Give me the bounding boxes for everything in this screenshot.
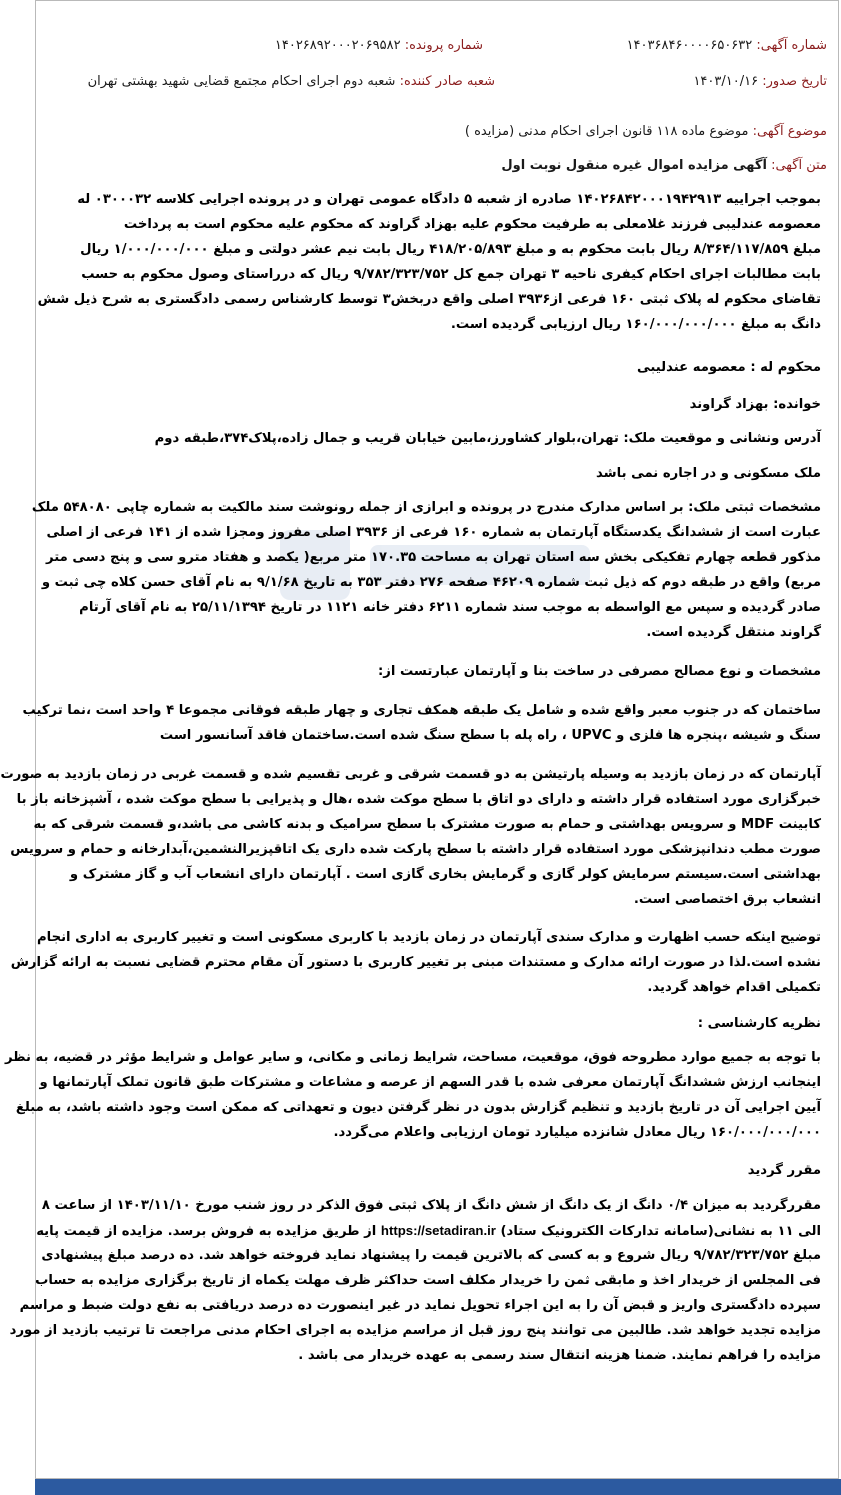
- para7-line2-end: از طریق مزایده به فروش برسد. مزایده از قیمت پایه: [36, 1224, 381, 1239]
- para1-line1: بموجب اجراییه ۱۴۰۲۶۸۴۲۰۰۰۱۹۴۲۹۱۳ صادره از شعبه ۵ دادگاه عمومی تهران و در پرونده اجرایی کلاسه ۰۳۰۰۰۳۲ له: [77, 192, 821, 207]
- residential-status: ملک مسکونی و در اجاره نمی باشد: [596, 466, 821, 481]
- expert-opinion-title: نظریه کارشناسی :: [697, 1016, 821, 1031]
- ad-number-label: شماره آگهی:: [756, 38, 827, 53]
- para7-line1: مقررگردید به میزان ۰/۴ دانگ از یک دانگ از شش دانگ از پلاک ثبتی فوق الذکر در روز شنب مورخ ۱۴۰۳/۱۱/۱۰ از ساعت ۸: [41, 1198, 821, 1213]
- property-address: آدرس ونشانی و موقعیت ملک: تهران،بلوار کشاورز،مابین خیابان قریب و جمال زاده،پلاک۳۷۴،طبقه دوم: [154, 431, 821, 446]
- text-header: [501, 158, 827, 173]
- para7-line5: سپرده دادگستری واریز و قبض آن را به این اجراء تحویل نماید در غیر اینصورت ده درصد دریافتی به نفع دولت ضبط و مراسم: [19, 1298, 821, 1313]
- para7-line7: مزایده را فراهم نمایند. ضمنا هزینه انتقال سند رسمی به عهده خریدار می باشد .: [298, 1348, 821, 1363]
- para6-line3: آیین اجرایی آن در تاریخ بازدید و تنظیم گزارش بدون در نظر گرفتن دیون و تعهداتی که ممکن است وجود داشته باشد، به مبلغ: [15, 1100, 821, 1115]
- issuer-value: شعبه دوم اجرای احکام مجتمع قضایی شهید بهشتی تهران: [87, 74, 396, 89]
- issuer-label: شعبه صادر کننده:: [399, 74, 495, 89]
- subject-label: موضوع آگهی:: [752, 124, 827, 139]
- ad-number-value: ۱۴۰۳۶۸۴۶۰۰۰۰۶۵۰۶۳۲: [626, 38, 753, 53]
- ad-number: [627, 38, 827, 53]
- para1-line5: تقاضای محکوم له پلاک ثبتی ۱۶۰ فرعی از۳۹۳۶ اصلی واقع دربخش۳ توسط کارشناس رسمی دادگستری به شرح ذیل شش: [37, 292, 821, 307]
- case-number: [275, 38, 483, 53]
- para7-line2-start: الی ۱۱ به نشانی(سامانه تدارکات الکترونیک ستاد): [495, 1224, 821, 1239]
- para2-line4: مربع) واقع در طبقه دوم که ذیل ثبت شماره ۴۶۲۰۹ صفحه ۲۷۶ دفتر ۳۵۳ به تاریخ ۹/۱/۶۸ به نام آقای حسن کلاه چی ثبت و: [41, 575, 821, 590]
- para7-line4: فی المجلس از خریدار اخذ و مابقی ثمن را خریدار مکلف است حداکثر ظرف مهلت یکماه از تاریخ برگزاری مزایده به حساب: [35, 1273, 821, 1288]
- para4-line4: صورت مطب دندانپزشکی مورد استفاده قرار داشته با سطح پارکت شده داری یک اتاقپزیرالنشمین،آبدارخانه و حمام و سرویس: [10, 842, 821, 857]
- para1-line6: دانگ به مبلغ ۱۶۰/۰۰۰/۰۰۰/۰۰۰ ریال ارزیابی گردیده است.: [450, 317, 821, 332]
- para7-line2: [36, 1223, 821, 1239]
- para2-line5: صادر گردیده و سپس مع الواسطه به موجب سند شماره ۶۲۱۱ دفتر خانه ۱۱۲۱ در تاریخ ۲۵/۱۱/۱۳۹۴ به نام آقای آرتام: [79, 600, 821, 615]
- case-number-value: ۱۴۰۲۶۸۹۲۰۰۰۲۰۶۹۵۸۲: [274, 38, 401, 53]
- bottom-bar: [35, 1479, 841, 1495]
- para2-line6: گراوند منتقل گردیده است.: [646, 625, 821, 640]
- para5-line3: تکمیلی اقدام خواهد گردید.: [647, 980, 821, 995]
- subject-value: موضوع ماده ۱۱۸ قانون اجرای احکام مدنی (مزایده ): [464, 124, 749, 139]
- text-header-label: متن آگهی:: [771, 158, 827, 173]
- para4-line2: خبرگزاری مورد استفاده قرار داشته و دارای دو اتاق با سطح موکت شده ،هال و پذیرایی با سطح موکت شده ، آشپزخانه باز با: [16, 792, 821, 807]
- defendant: خوانده: بهزاد گراوند: [689, 397, 821, 412]
- para6-line1: با توجه به جمیع موارد مطروحه فوق، موقعیت، مساحت، شرایط زمانی و مکانی، و سایر عوامل و شرایط مؤثر در قضیه، به نظر: [4, 1050, 821, 1065]
- para2-line3: مذکور قطعه چهارم تفکیکی بخش سه استان تهران به مساحت ۱۷۰.۳۵ متر مربع( یکصد و هفتاد مترو سی و پنج دسی متر: [46, 550, 821, 565]
- para2-line2: عبارت است از ششدانگ یکدستگاه آپارتمان به شماره ۱۶۰ فرعی از ۳۹۳۶ اصلی مفروز ومجزا شده از ۱۴۱ فرعی از اصلی: [46, 525, 821, 540]
- materials-title: مشخصات و نوع مصالح مصرفی در ساخت بنا و آپارتمان عبارتست از:: [377, 664, 821, 679]
- para6-line4: ۱۶۰/۰۰۰/۰۰۰/۰۰۰ ریال معادل شانزده میلیارد تومان ارزیابی واعلام می‌گردد.: [333, 1125, 821, 1140]
- para1-line4: بابت مطالبات اجرای احکام کیفری ناحیه ۳ تهران جمع کل ۹/۷۸۲/۳۲۳/۷۵۲ ریال که درراستای وصول محکوم به حسب: [81, 267, 821, 282]
- case-number-label: شماره پرونده:: [404, 38, 483, 53]
- para1-line2: معصومه عندلیبی فرزند غلامعلی به طرفیت محکوم علیه بهزاد گراوند که محکوم علیه محکوم است به پرداخت: [123, 217, 821, 232]
- para5-line1: توضیح اینکه حسب اظهارت و مدارک سندی آپارتمان در زمان بازدید با کاربری مسکونی است و تغییر کاربری به اداری انجام: [36, 930, 821, 945]
- text-header-value: آگهی مزایده اموال غیره منقول نوبت اول: [501, 158, 767, 173]
- issuer: [88, 74, 495, 89]
- issue-date-label: تاریخ صدور:: [762, 74, 827, 89]
- para4-line5: بهداشتی است.سیستم سرمایش کولر گازی و گرمایش بخاری گازی است . آپارتمان دارای انشعاب آب و گاز مشترک و: [69, 867, 821, 882]
- para5-line2: نشده است.لذا در صورت ارائه مدارک و مستندات مبنی بر تغییر کاربری با دستور آن مقام محترم قضایی نسبت به ارائه گزارش: [10, 955, 821, 970]
- para7-line3: مبلغ ۹/۷۸۲/۳۲۳/۷۵۲ ریال شروع و به کسی که بالاترین قیمت را پیشنهاد نماید فروخته خواهد شد. ده درصد مبلغ پیشنهادی: [41, 1248, 821, 1263]
- creditor: محکوم له : معصومه عندلیبی: [637, 360, 821, 375]
- para4-line6: انشعاب برق اختصاصی است.: [633, 892, 821, 907]
- setadiran-link[interactable]: https://setadiran.ir: [380, 1223, 496, 1238]
- para1-line3: مبلغ ۸/۳۶۴/۱۱۷/۸۵۹ ریال بابت محکوم به و مبلغ ۴۱۸/۲۰۵/۸۹۳ ریال بابت نیم عشر دولتی و مبلغ ۱/۰۰۰/۰۰۰/۰۰۰ ریال: [80, 242, 821, 257]
- para4-line1: آپارتمان که در زمان بازدید به وسیله پارتیشن به دو قسمت شرقی و غربی تقسیم شده و قسمت غربی در زمان بازدید به صورت: [0, 767, 821, 782]
- para3-line1: ساختمان که در جنوب معبر واقع شده و شامل یک طبقه همکف تجاری و چهار طبقه فوقانی مجموعا ۴ واحد است ،نما ترکیب: [22, 703, 821, 718]
- decided-title: مقرر گردید: [747, 1163, 821, 1178]
- para3-line2: سنگ و شیشه ،پنجره ها فلزی و UPVC ، راه پله با سطح سنگ شده است.ساختمان فاقد آسانسور است: [159, 728, 821, 743]
- para7-line6: مزایده تجدید خواهد شد. طالبین می توانند پنج روز قبل از مراسم مزایده به اجرای احکام مدنی مراجعت تا ترتیب بازدید از مورد: [9, 1323, 821, 1338]
- para4-line3: کابینت MDF و سرویس بهداشتی و حمام به صورت مشترک با سطح سرامیک و بدنه کاشی می باشد،و قسمت شرقی که به: [33, 817, 821, 832]
- issue-date: [693, 74, 827, 89]
- para2-line1: مشخصات ثبتی ملک: بر اساس مدارک مندرج در پرونده و ابرازی از جمله رونوشت سند مالکیت به شماره چاپی ۵۴۸۰۸۰ ملک: [31, 500, 821, 515]
- para6-line2: اینجانب ارزش ششدانگ آپارتمان معرفی شده با قدر السهم از عرصه و مشاعات و مشترکات طبق قانون تملک آپارتمانها و: [39, 1075, 821, 1090]
- subject: [465, 124, 827, 139]
- issue-date-value: ۱۴۰۳/۱۰/۱۶: [693, 74, 759, 89]
